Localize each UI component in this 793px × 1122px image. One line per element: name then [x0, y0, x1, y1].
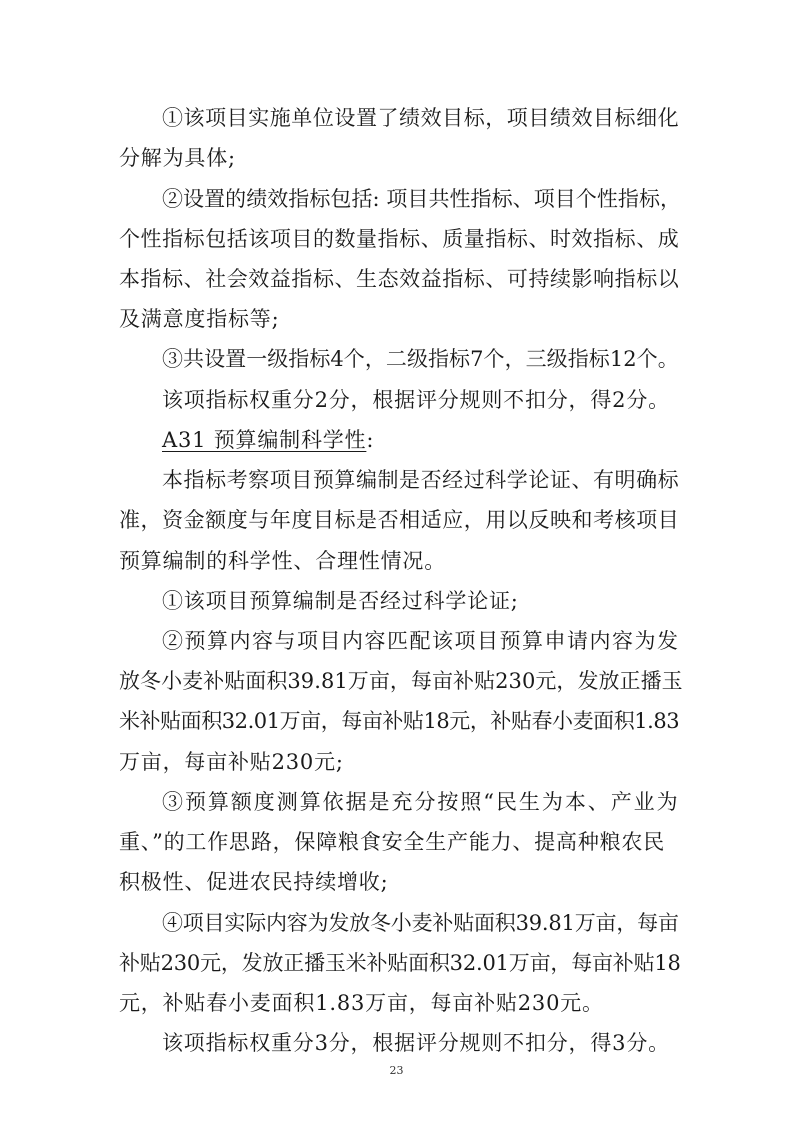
paragraph-line: 补贴230元，发放正播玉米补贴面积32.01万亩，每亩补贴18	[119, 951, 681, 975]
paragraph-line: 准，资金额度与年度目标是否相适应，用以反映和考核项目	[119, 508, 680, 532]
paragraph-line: ④项目实际内容为发放冬小麦补贴面积39.81万亩，每亩	[162, 911, 679, 935]
paragraph-line: 本指标考察项目预算编制是否经过科学论证、有明确标	[162, 468, 680, 492]
paragraph-line: 积极性、促进农民持续增收;	[119, 870, 389, 894]
paragraph-line: ②预算内容与项目内容匹配该项目预算申请内容为发	[162, 629, 680, 653]
paragraph-line: ①该项目实施单位设置了绩效目标，项目绩效目标细化	[162, 106, 680, 130]
page-number: 23	[389, 1064, 404, 1077]
section-heading-text: A31 预算编制科学性	[162, 428, 367, 452]
paragraph-line: 米补贴面积32.01万亩，每亩补贴18元，补贴春小麦面积1.83	[119, 709, 680, 733]
paragraph-line: 万亩，每亩补贴230元;	[119, 750, 344, 774]
paragraph-line: ①该项目预算编制是否经过科学论证;	[162, 589, 519, 613]
paragraph-line: 分解为具体;	[119, 146, 236, 170]
section-heading-colon: :	[366, 428, 375, 452]
paragraph-line: 个性指标包括该项目的数量指标、质量指标、时效指标、成	[119, 227, 680, 251]
paragraph-line: ③预算额度测算依据是充分按照“民生为本、产业为	[162, 790, 680, 814]
section-heading	[162, 420, 684, 460]
paragraph-line: 及满意度指标等;	[119, 307, 280, 331]
paragraph-line: 本指标、社会效益指标、生态效益指标、可持续影响指标以	[119, 267, 680, 291]
paragraph-line: 重、”的工作思路，保障粮食安全生产能力、提高种粮农民	[119, 830, 666, 854]
paragraph-line: ②设置的绩效指标包括: 项目共性指标、项目个性指标，	[162, 187, 682, 211]
paragraph-line: 该项指标权重分2分，根据评分规则不扣分，得2分。	[162, 388, 670, 412]
paragraph-line: 放冬小麦补贴面积39.81万亩，每亩补贴230元，发放正播玉	[119, 669, 683, 693]
paragraph-line: ③共设置一级指标4个，二级指标7个，三级指标12个。	[162, 347, 679, 371]
paragraph-line: 元，补贴春小麦面积1.83万亩，每亩补贴230元。	[119, 991, 604, 1015]
paragraph-line: 该项指标权重分3分，根据评分规则不扣分，得3分。	[162, 1031, 670, 1055]
paragraph-line: 预算编制的科学性、合理性情况。	[119, 549, 446, 573]
